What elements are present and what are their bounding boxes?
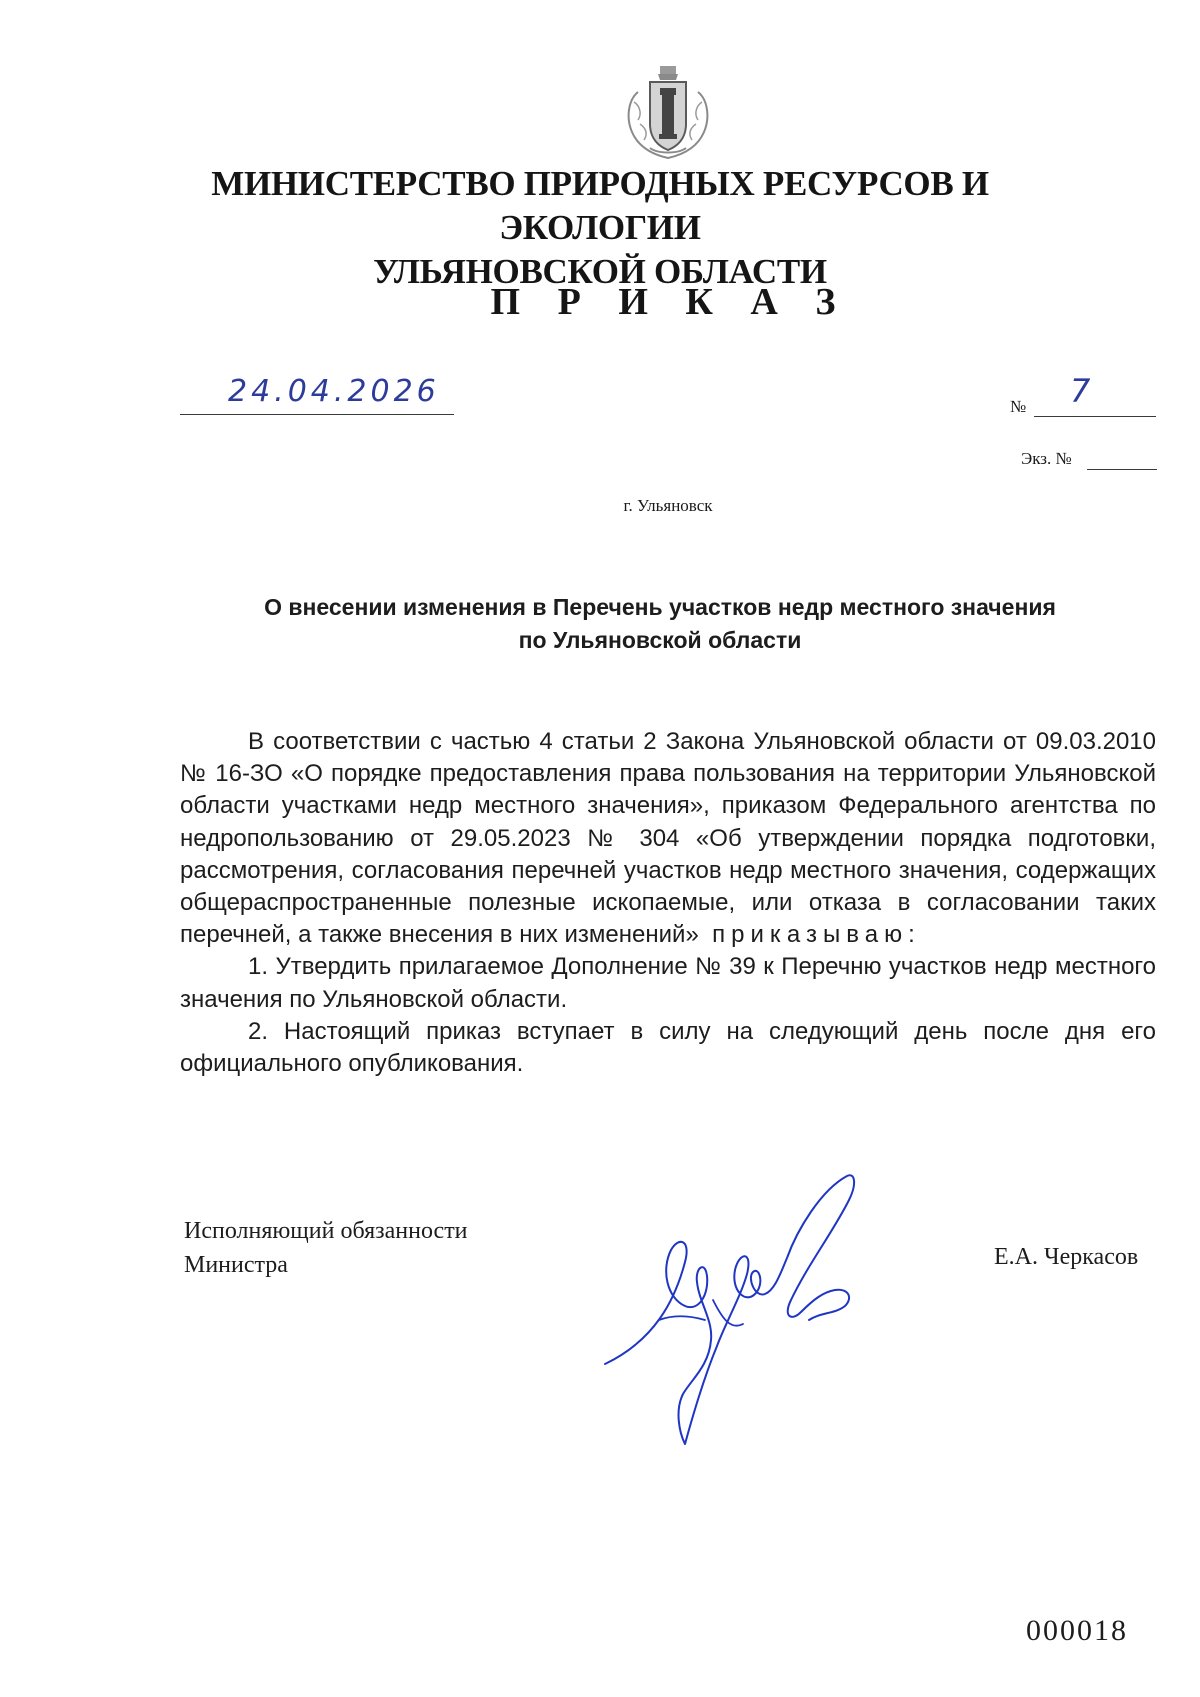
number-value: 7 <box>1070 372 1091 410</box>
copy-number-label: Экз. № <box>1021 449 1072 468</box>
number-label: № <box>1010 397 1027 416</box>
item-2-paragraph: 2. Настоящий приказ вступает в силу на следующий день после дня его официального опубликования. <box>180 1017 1156 1078</box>
position-line1: Исполняющий обязанности <box>184 1218 468 1244</box>
order-body <box>180 726 1156 1080</box>
coat-of-arms-icon <box>620 62 716 162</box>
handwritten-signature-icon <box>595 1170 875 1450</box>
subject-line1: О внесении изменения в Перечень участков недр местного значения <box>264 594 1056 620</box>
order-word: приказываю: <box>712 921 921 949</box>
number-field <box>1034 372 1156 417</box>
preamble-paragraph <box>180 726 1156 951</box>
ministry-name <box>150 162 1050 294</box>
subject-line2: по Ульяновской области <box>518 627 802 653</box>
date-value: 24.04.2026 <box>228 374 440 409</box>
item-1-paragraph: 1. Утвердить прилагаемое Дополнение № 39 к Перечню участков недр местного значения по Ульяновской области. <box>180 953 1156 1013</box>
signatory-position <box>184 1214 468 1282</box>
date-field <box>180 374 454 415</box>
document-serial-number: 000018 <box>1026 1614 1128 1647</box>
preamble-text: В соответствии с частью 4 статьи 2 Закона Ульяновской области от 09.03.2010 № 16-ЗО «О порядке предоставления права пользования на территории Ульяновской области участками недр местного значения», приказом Федерального агентства по недропользованию от 29.05.2023 № 304 «Об утверждении порядка подготовки, рассмотрения, согласования перечней участков недр местного значения, содержащих общераспространенные полезные ископаемые, или отказа в согласовании таких перечней, а также внесения в них изменений» <box>180 728 1156 949</box>
document-type-title: П Р И К А З <box>490 281 850 323</box>
city-label: г. Ульяновск <box>623 496 713 515</box>
position-line2: Министра <box>184 1252 288 1278</box>
ministry-name-line1: МИНИСТЕРСТВО ПРИРОДНЫХ РЕСУРСОВ И ЭКОЛОГИИ <box>211 164 989 247</box>
ministry-name-line2: УЛЬЯНОВСКОЙ ОБЛАСТИ <box>373 252 827 291</box>
copy-number-field <box>1087 452 1157 470</box>
signatory-name: Е.А. Черкасов <box>994 1244 1139 1270</box>
order-subject <box>200 591 1120 657</box>
